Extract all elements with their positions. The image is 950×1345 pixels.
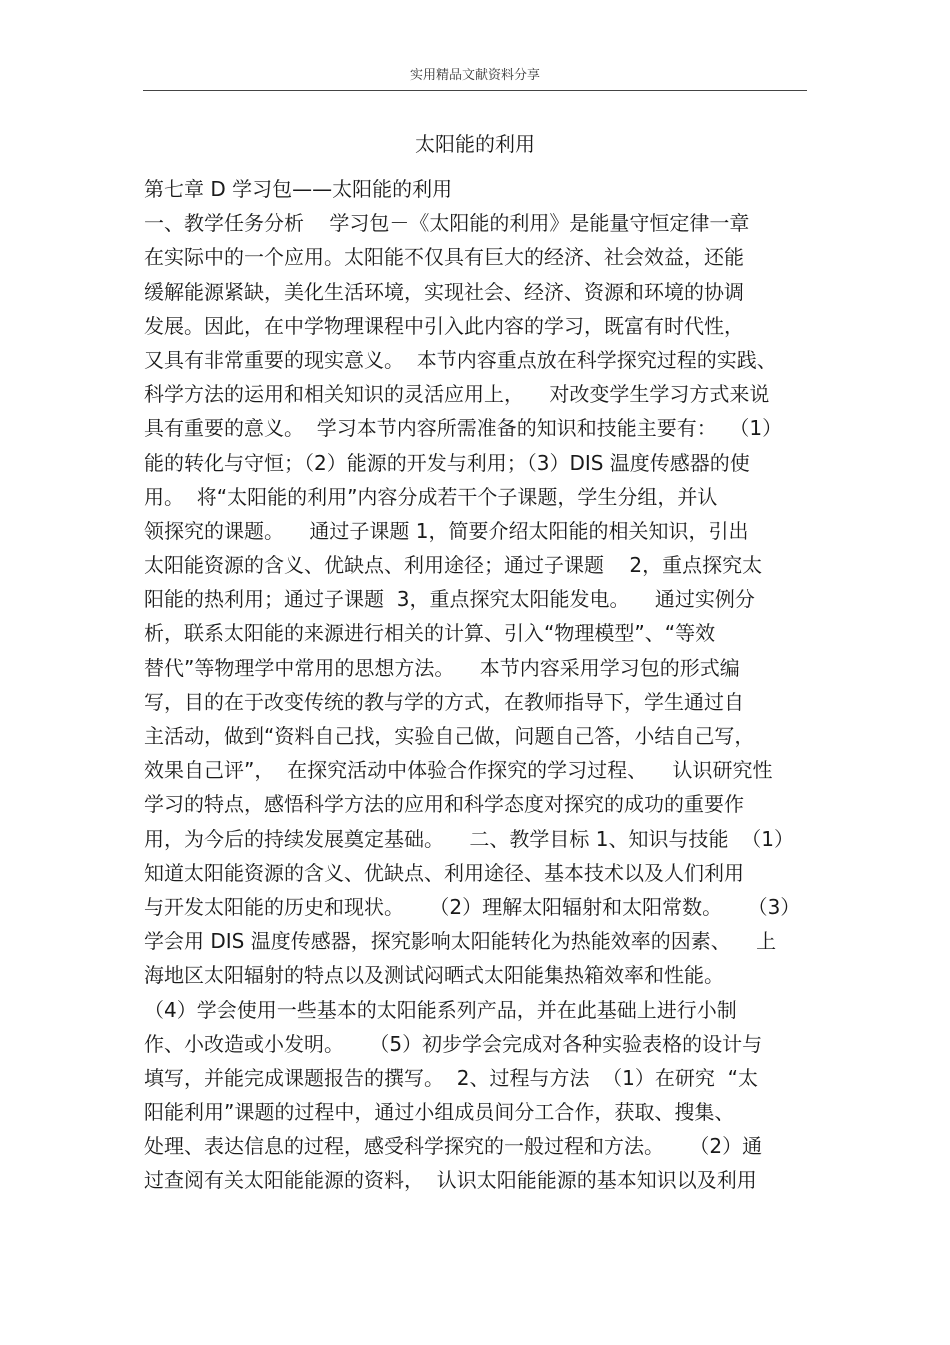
text-line: 替代”等物理学中常用的思想方法。 本节内容采用学习包的形式编 bbox=[144, 655, 740, 680]
text-line: 发展。因此，在中学物理课程中引入此内容的学习，既富有时代性， bbox=[144, 313, 744, 338]
text-line: 缓解能源紧缺，美化生活环境，实现社会、经济、资源和环境的协调 bbox=[144, 279, 744, 304]
text-line: 过查阅有关太阳能能源的资料， 认识太阳能能源的基本知识以及利用 bbox=[144, 1168, 757, 1193]
text-line: 与开发太阳能的历史和现状。 （2）理解太阳辐射和太阳常数。 （3） bbox=[144, 894, 801, 919]
text-line: 阳能的热利用；通过子课题 3，重点探究太阳能发电。 通过实例分 bbox=[144, 587, 755, 612]
body-text bbox=[144, 172, 816, 1198]
document-title: 太阳能的利用 bbox=[415, 132, 535, 156]
text-line: 知道太阳能资源的含义、优缺点、利用途径、基本技术以及人们利用 bbox=[144, 860, 744, 885]
text-line: 写，目的在于改变传统的教与学的方式，在教师指导下，学生通过自 bbox=[144, 689, 744, 714]
text-line: 在实际中的一个应用。太阳能不仅具有巨大的经济、社会效益，还能 bbox=[144, 245, 744, 270]
text-line: 第七章 D 学习包——太阳能的利用 bbox=[144, 177, 453, 201]
text-line: 科学方法的运用和相关知识的灵活应用上， 对改变学生学习方式来说 bbox=[144, 382, 770, 407]
text-line: 能的转化与守恒；（2）能源的开发与利用；（3）DIS 温度传感器的使 bbox=[144, 450, 750, 475]
header-divider bbox=[143, 90, 807, 91]
text-line: 用，为今后的持续发展奠定基础。 二、教学目标 1、知识与技能 （1） bbox=[144, 826, 794, 851]
text-line: 主活动，做到“资料自己找，实验自己做，问题自己答，小结自己写， bbox=[144, 724, 755, 748]
text-line: 具有重要的意义。 学习本节内容所需准备的知识和技能主要有： （1） bbox=[144, 416, 783, 441]
page-header: 实用精品文献资料分享 bbox=[409, 68, 540, 83]
text-line: （4）学会使用一些基本的太阳能系列产品，并在此基础上进行小制 bbox=[144, 997, 737, 1022]
text-line: 效果自己评”， 在探究活动中体验合作探究的学习过程、 认识研究性 bbox=[144, 758, 773, 783]
text-line: 一、教学任务分析 学习包－《太阳能的利用》是能量守恒定律一章 bbox=[144, 211, 750, 236]
text-line: 处理、表达信息的过程，感受科学探究的一般过程和方法。 （2）通 bbox=[144, 1134, 763, 1159]
text-line: 又具有非常重要的现实意义。 本节内容重点放在科学探究过程的实践、 bbox=[144, 347, 777, 372]
text-line: 领探究的课题。 通过子课题 1，简要介绍太阳能的相关知识，引出 bbox=[144, 518, 749, 543]
text-line: 学习的特点，感悟科学方法的应用和科学态度对探究的成功的重要作 bbox=[144, 792, 744, 817]
text-line: 填写，并能完成课题报告的撰写。 2、过程与方法 （1）在研究 “太 bbox=[144, 1065, 758, 1090]
text-line: 析，联系太阳能的来源进行相关的计算、引入“物理模型”、“等效 bbox=[144, 621, 716, 646]
text-line: 阳能利用”课题的过程中，通过小组成员间分工合作，获取、搜集、 bbox=[144, 1100, 735, 1125]
text-line: 太阳能资源的含义、优缺点、利用途径；通过子课题 2，重点探究太 bbox=[144, 553, 763, 578]
text-line: 用。 将“太阳能的利用”内容分成若干个子课题，学生分组，并认 bbox=[144, 484, 718, 509]
text-line: 学会用 DIS 温度传感器，探究影响太阳能转化为热能效率的因素、 上 bbox=[144, 929, 777, 954]
text-line: 作、小改造或小发明。 （5）初步学会完成对各种实验表格的设计与 bbox=[144, 1031, 763, 1056]
text-line: 海地区太阳辐射的特点以及测试闷晒式太阳能集热箱效率和性能。 bbox=[144, 963, 724, 988]
